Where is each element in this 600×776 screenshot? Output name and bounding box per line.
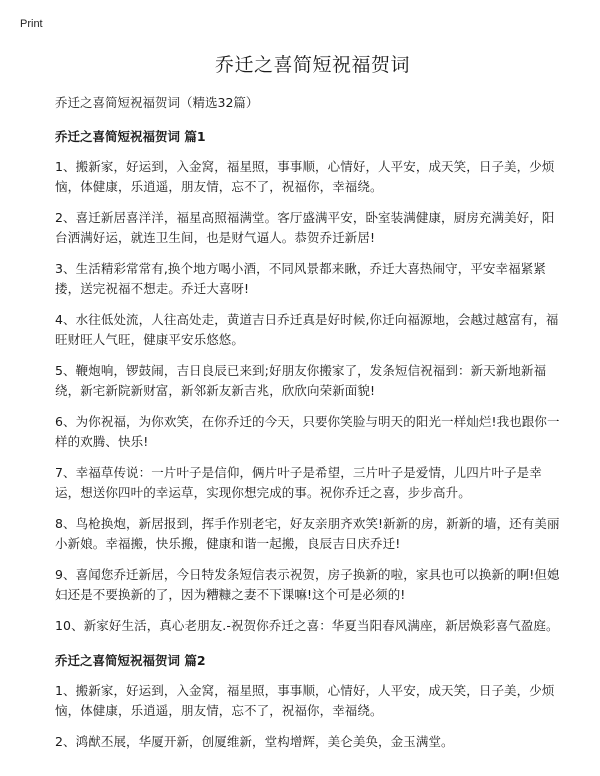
paragraph: 9、喜闻您乔迁新居，今日特发条短信表示祝贺，房子换新的啦，家具也可以换新的啊!但媳妇还是不要换新的了，因为糟糠之妻不下课嘛!这个可是必须的! (55, 567, 560, 602)
paragraph: 2、鸿猷丕展，华厦开新，创厦维新，堂构增辉，美仑美奂，金玉满堂。 (55, 734, 454, 749)
section-1 (55, 128, 560, 636)
print-link[interactable]: Print (20, 18, 43, 30)
paragraph: 4、水往低处流，人往高处走，黄道吉日乔迁真是好时候,你迁向福源地，会越过越富有，福旺财旺人气旺，健康平安乐悠悠。 (55, 312, 559, 347)
paragraph: 3、生活精彩常常有,换个地方喝小酒，不同风景都来瞅，乔迁大喜热闹守，平安幸福紧紧搂，送完祝福不想走。乔迁大喜呀! (55, 261, 546, 296)
paragraph: 2、喜迁新居喜洋洋，福星高照福满堂。客厅盛满平安，卧室装满健康，厨房充满美好，阳台洒满好运，就连卫生间，也是财气逼人。恭贺乔迁新居! (55, 210, 555, 245)
section-heading: 乔迁之喜简短祝福贺词 篇2 (55, 653, 206, 668)
paragraph: 1、搬新家，好运到，入金窝，福星照，事事顺，心情好，人平安，成天笑，日子美，少烦恼，体健康，乐逍遥，朋友情，忘不了，祝福你，幸福绕。 (55, 683, 555, 718)
section-2 (55, 652, 560, 752)
paragraph: 8、鸟枪换炮，新居报到，挥手作别老宅，好友亲朋齐欢笑!新新的房，新新的墙，还有美丽小新娘。幸福搬，快乐搬，健康和谐一起搬，良辰吉日庆乔迁! (55, 516, 560, 551)
document-subtitle: 乔迁之喜简短祝福贺词（精选32篇） (55, 95, 259, 110)
paragraph: 7、幸福草传说：一片叶子是信仰，俩片叶子是希望，三片叶子是爱情，儿四片叶子是幸运，想送你四叶的幸运草，实现你想完成的事。祝你乔迁之喜，步步高升。 (55, 465, 542, 500)
paragraph: 10、新家好生活，真心老朋友.-祝贺你乔迁之喜：华夏当阳春风满座，新居焕彩喜气盈庭。 (55, 618, 559, 633)
paragraph: 5、鞭炮响，锣鼓闹，吉日良辰已来到;好朋友你搬家了，发条短信祝福到：新天新地新福绕，新宅新院新财富，新邻新友新吉兆，欣欣向荣新面貌! (55, 363, 547, 398)
document (55, 52, 560, 763)
document-title: 乔迁之喜简短祝福贺词 (214, 54, 410, 76)
paragraph: 6、为你祝福，为你欢笑，在你乔迁的今天，只要你笑脸与明天的阳光一样灿烂!我也跟你一样的欢腾、快乐! (55, 414, 560, 449)
paragraph: 1、搬新家，好运到，入金窝，福星照，事事顺，心情好，人平安，成天笑，日子美，少烦恼，体健康，乐逍遥，朋友情，忘不了，祝福你，幸福绕。 (55, 159, 555, 194)
section-heading: 乔迁之喜简短祝福贺词 篇1 (55, 129, 206, 144)
